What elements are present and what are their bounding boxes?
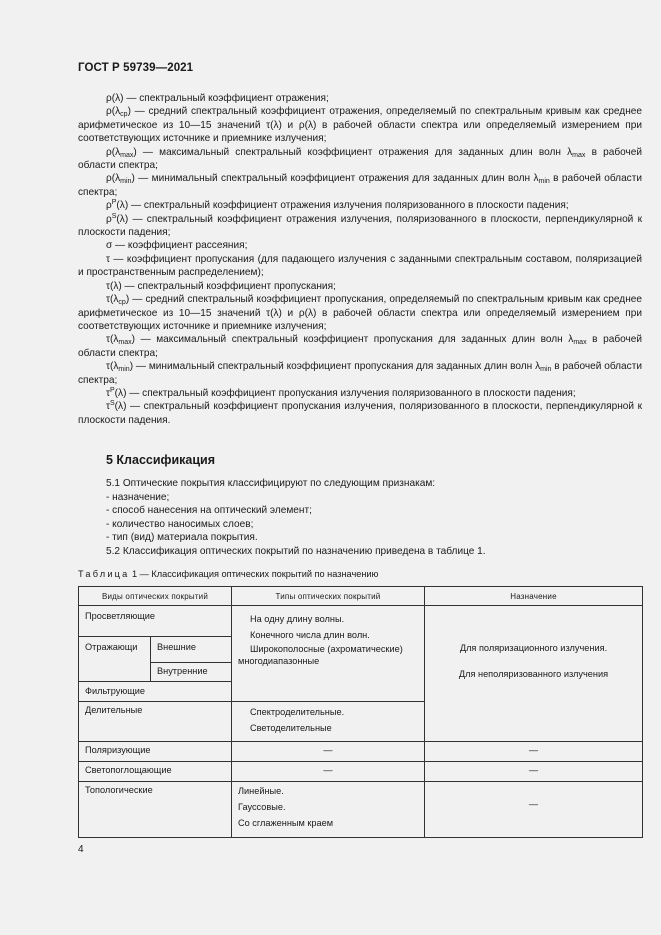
page-number: 4: [78, 844, 84, 855]
table-row: [79, 606, 643, 637]
cell-dividing: Делительные: [79, 702, 232, 742]
cell-internal: Внутренние: [151, 663, 232, 682]
cell-types-dividing: Спектроделительные. Светоделительные: [232, 702, 425, 742]
cell-reflect: Отражающи: [79, 637, 151, 682]
cell-absorbing-purpose: —: [425, 762, 643, 782]
classification-text: [78, 477, 642, 559]
definition-tau-max: $\tau(\lambda_{max})$ — максимальный спектральный коэффициент пропускания для заданных длин волн $\lambda_{max}$ в рабочей области спектра;: [78, 334, 643, 359]
cell-filter: Фильтрующие: [79, 682, 232, 702]
definition-rho-avg: $\rho(\lambda_{ср})$ — средний спектральный коэффициент отражения, определяемый по спектральным кривым как среднее арифметическое из 10—15 значений τ(λ) и ρ(λ) в рабочей области спектра или определяемый измерением при соответствующих источнике и приемнике излучения;: [78, 106, 642, 145]
table-row: [79, 762, 643, 782]
cell-external: Внешние: [151, 637, 232, 663]
cell-purpose-group1: Для поляризационного излучения. Для неполяризованного излучения: [425, 606, 643, 742]
document-header: ГОСТ Р 59739—2021: [78, 62, 194, 74]
definition-rho-min: $\rho(\lambda_{min})$ — минимальный спектральный коэффициент отражения для заданных длин волн $\lambda_{min}$ в рабочей области спектра;: [78, 173, 642, 198]
column-header-kinds: Виды оптических покрытий: [79, 587, 232, 606]
cell-topological-purpose: —: [425, 782, 643, 838]
classification-intro: 5.1 Оптические покрытия классифицируют по следующим признакам:: [106, 478, 436, 489]
table-caption: Таблица 1 — Классификация оптических покрытий по назначению: [78, 569, 379, 579]
table-row: [79, 782, 643, 838]
column-header-types: Типы оптических покрытий: [232, 587, 425, 606]
table-row: [79, 742, 643, 762]
section-title: 5 Классификация: [106, 453, 216, 467]
cell-absorbing: Светопоглощающие: [79, 762, 232, 782]
column-header-purpose: Назначение: [425, 587, 643, 606]
classification-table: [78, 586, 643, 838]
definition-tau-min: $\tau(\lambda_{min})$ — минимальный спектральный коэффициент пропускания для заданных длин волн $\lambda_{min}$ в рабочей области спектра;: [78, 361, 642, 386]
definition-tau-lambda: τ(λ) — спектральный коэффициент пропускания;: [106, 280, 336, 292]
cell-absorbing-types: —: [232, 762, 425, 782]
definition-sigma: σ — коэффициент рассеяния;: [106, 240, 248, 252]
definition-tau-p: $\tau^P(\lambda)$ — спектральный коэффициент пропускания излучения поляризованного в плоскости падения;: [106, 386, 576, 399]
cell-types-group1: На одну длину волны. Конечного числа длин волн. Широкополосные (ахроматические) многодиапазонные: [232, 606, 425, 702]
cell-topological: Топологические: [79, 782, 232, 838]
table-header-row: [79, 587, 643, 606]
classification-item: - назначение;: [106, 491, 170, 503]
cell-polarizing-types: —: [232, 742, 425, 762]
cell-types-topological: Линейные. Гауссовые. Со сглаженным краем: [232, 782, 425, 838]
definition-tau-avg: $\tau(\lambda_{ср})$ — средний спектральный коэффициент пропускания, определяемый по спектральным кривым как среднее арифметическое из 10—15 значений τ(λ) и ρ(λ) в рабочей области спектра или определяемый измерением при соответствующих источнике и приемнике излучения;: [78, 294, 642, 332]
cell-anti-reflect: Просветляющие: [79, 606, 232, 637]
definition-rho: ρ(λ) — спектральный коэффициент отражения;: [106, 93, 329, 104]
definition-tau: τ — коэффициент пропускания (для падающего излучения с заданными спектральным составом, поляризацией и пространственным распределением);: [78, 253, 642, 279]
definitions-list: [78, 92, 642, 427]
definition-rho-p: $\rho^P(\lambda)$ — спектральный коэффициент отражения излучения поляризованного в плоскости падения;: [106, 199, 569, 212]
classification-item: - тип (вид) материала покрытия.: [106, 532, 258, 544]
classification-table-ref: 5.2 Классификация оптических покрытий по назначению приведена в таблице 1.: [106, 545, 486, 557]
cell-polarizing: Поляризующие: [79, 742, 232, 762]
classification-item: - способ нанесения на оптический элемент;: [106, 505, 312, 517]
definition-rho-s: $\rho^S(\lambda)$ — спектральный коэффициент отражения излучения, поляризованного в плоскости, перпендикулярной к плоскости падения;: [78, 212, 642, 239]
cell-polarizing-purpose: —: [425, 742, 643, 762]
definition-tau-s: $\tau^S(\lambda)$ — спектральный коэффициент пропускания излучения, поляризованного в плоскости, перпендикулярной к плоскости падения.: [78, 400, 642, 426]
definition-rho-max: $\rho(\lambda_{max})$ — максимальный спектральный коэффициент отражения для заданных длин волн $\lambda_{max}$ в рабочей области спектра;: [78, 146, 643, 172]
classification-item: - количество наносимых слоев;: [106, 518, 254, 530]
